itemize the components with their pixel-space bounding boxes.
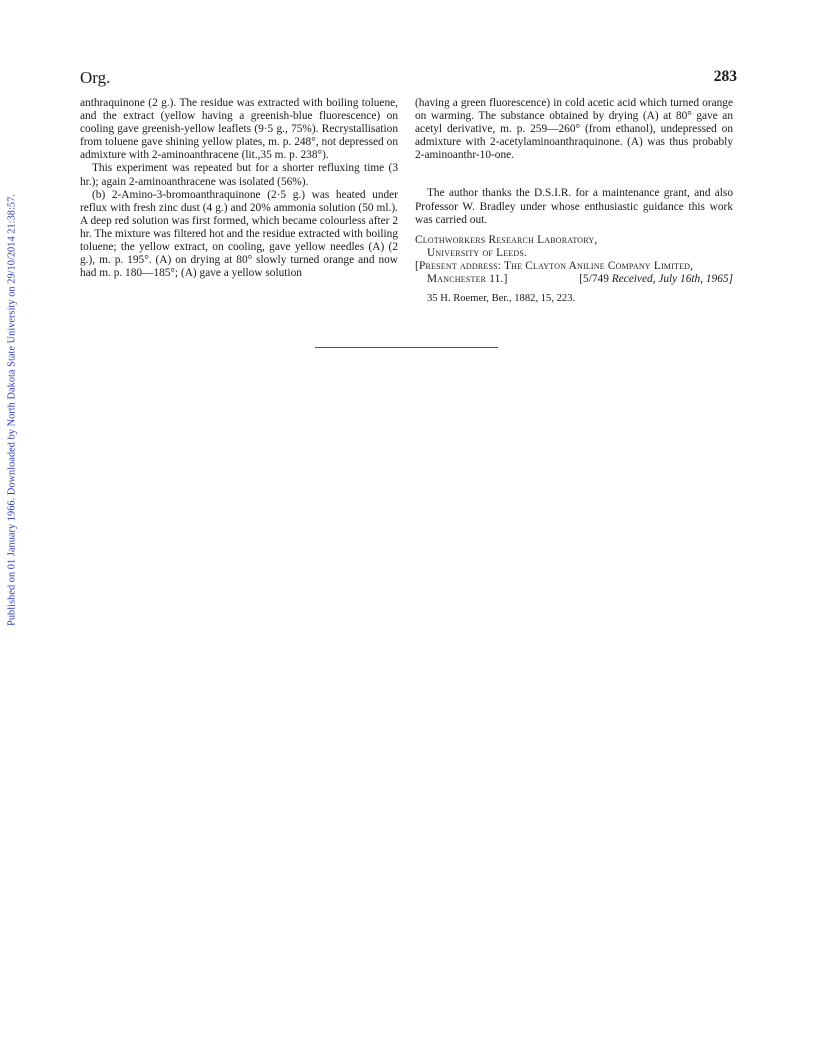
affiliation-line-2: University of Leeds. (427, 246, 528, 259)
left-paragraph-2: This experiment was repeated but for a shorter refluxing time (3 hr.); again 2-aminoanthracene was isolated (56%). (80, 162, 398, 188)
present-address-line-2: Manchester 11.] (427, 273, 508, 286)
left-paragraph-1: anthraquinone (2 g.). The residue was extracted with boiling toluene, and the extract (yellow having a greenish-blue fluorescence) on cooling gave greenish-yellow leaflets (9·5 g., 75%). Recrystallisation from toluene gave shining yellow plates, m. p. 248°, not depressed on admixture with 2-aminoanthracene (lit.,35 m. p. 238°). (80, 97, 398, 162)
present-address-line-1: [Present address: The Clayton Aniline Company Limited, (415, 259, 694, 272)
paper-code: [5/749 (579, 273, 609, 286)
download-watermark-text: Published on 01 January 1966. Downloaded by North Dakota State University on 29/10/2014 21:38:57. (6, 194, 18, 626)
left-paragraph-3: (b) 2-Amino-3-bromoanthraquinone (2·5 g.) was heated under reflux with fresh zinc dust (4 g.) and 20% ammonia solution (50 ml.). A deep red solution was first formed, which became colourless after 2 hr. The mixture was filtered hot and the residue extracted with boiling toluene; the yellow extract, on cooling, gave yellow needles (A) (2 g.), m. p. 195°. (A) on drying at 80° slowly turned orange and now had m. p. 180—185°; (A) gave a yellow solution (80, 188, 398, 280)
submission-info (579, 273, 733, 286)
page-number: 283 (713, 68, 737, 85)
received-date: Received, July 16th, 1965] (611, 273, 733, 286)
acknowledgement: The author thanks the D.S.I.R. for a maintenance grant, and also Professor W. Bradley under whose enthusiastic guidance this work was carried out. (415, 187, 733, 226)
received-line (415, 273, 733, 286)
right-paragraph-1: (having a green fluorescence) in cold acetic acid which turned orange on warming. The substance obtained by drying (A) at 80° gave an acetyl derivative, m. p. 259—260° (from ethanol), undepressed on admixture with 2-acetylaminoanthraquinone. (A) was thus probably 2-aminoanthr-10-one. (415, 97, 733, 162)
download-watermark (0, 150, 24, 670)
footnote-reference-35: 35 H. Roemer, Ber., 1882, 15, 223. (427, 293, 576, 305)
present-address (415, 260, 733, 273)
affiliation-line-1: Clothworkers Research Laboratory, (415, 233, 598, 246)
journal-section-header: Org. (80, 68, 111, 87)
right-column (415, 97, 733, 305)
end-of-article-rule (315, 347, 498, 348)
left-column (80, 97, 398, 280)
